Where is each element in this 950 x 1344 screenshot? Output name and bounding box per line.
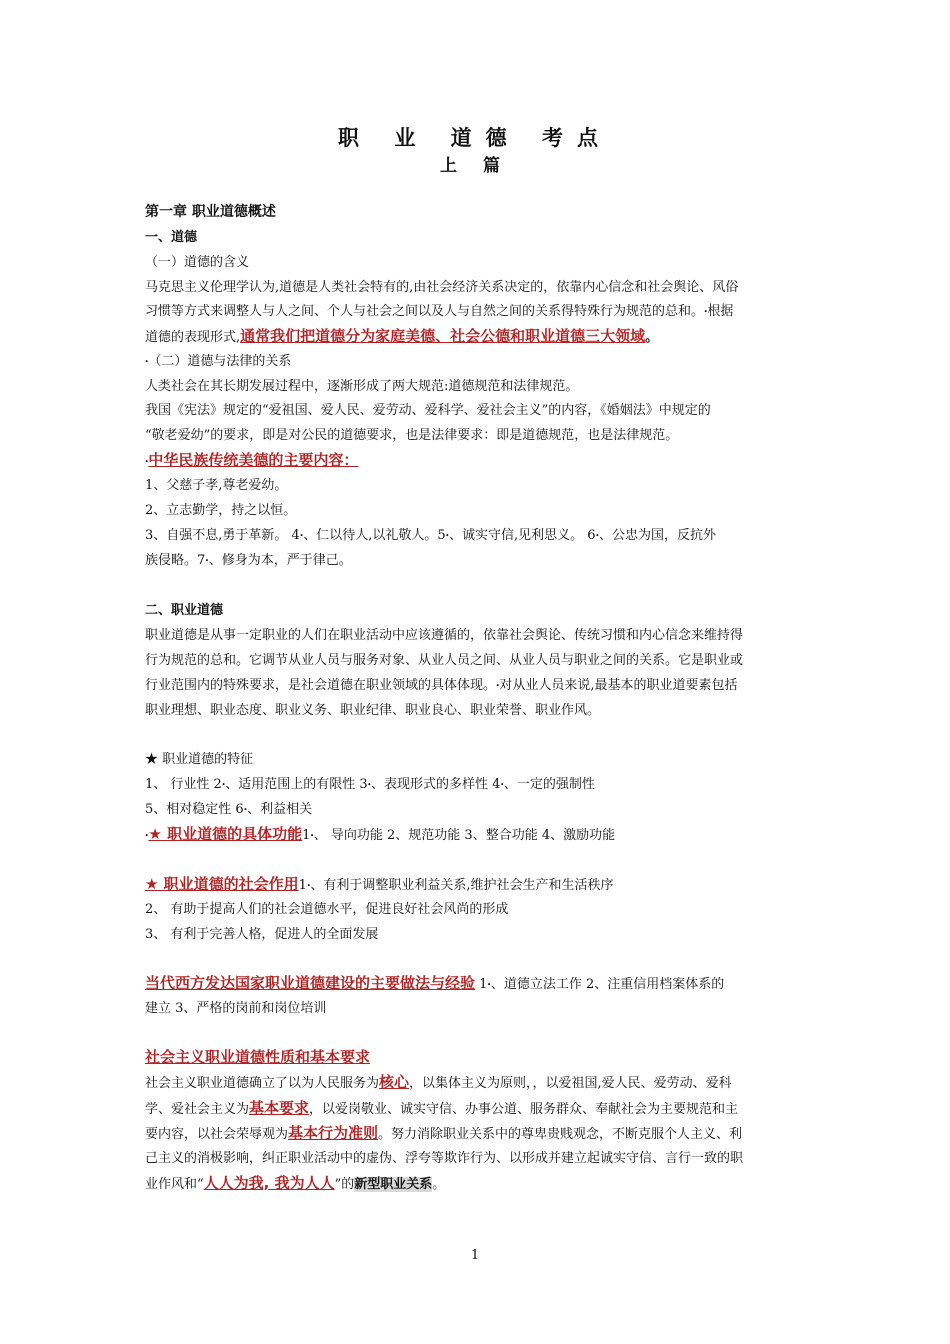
paragraph-line: 马克思主义伦理学认为,道德是人类社会特有的,由社会经济关系决定的，依靠内心信念和社会舆论、风俗 (145, 280, 739, 295)
text-span: 1 (302, 828, 311, 843)
document-subtitle: 上 篇 (440, 156, 510, 176)
highlight-red-text: 当代西方发达国家职业道德建设的主要做法与经验 (145, 974, 476, 992)
bullet-marker-icon: ꞏ (496, 679, 500, 692)
highlight-red-text: 通常我们把道德分为家庭美德、社会公德和职业道德三大领域 (240, 327, 646, 345)
text-span: 1、 行业性 2 (145, 777, 222, 792)
text-span: ，以爱岗敬业、诚实守信、办事公道、服务群众、奉献社会为主要规范和主 (309, 1102, 739, 1117)
list-item: 2、立志勤学，持之以恒。 (145, 503, 297, 518)
highlight-red-text: ★ 职业道德的具体功能 (148, 825, 303, 843)
text-span: 。努力消除职业关系中的尊卑贵贱观念，不断克服个人主义、利 (378, 1127, 743, 1142)
bullet-marker-icon: ꞏ (145, 829, 149, 842)
bullet-marker-icon: ꞏ (595, 529, 599, 542)
bullet-marker-icon: ꞏ (221, 778, 226, 791)
paragraph-line (145, 673, 807, 698)
text-span: （二）道德与法律的关系 (148, 354, 292, 369)
list-item (145, 548, 807, 573)
text-span: 道德的表现形式, (145, 330, 241, 345)
text-span: 根据 (707, 304, 734, 319)
bullet-marker-icon: ꞏ (445, 529, 450, 542)
text-span: 学、爱社会主义为 (145, 1102, 250, 1117)
paragraph-line: 建立 3、严格的岗前和岗位培训 (145, 1001, 327, 1016)
text-span: 、诚实守信,见利思义。 6 (449, 528, 596, 543)
bullet-marker-icon: ꞏ (487, 978, 491, 991)
paragraph-line (145, 1121, 807, 1147)
list-item (145, 797, 807, 822)
text-span: 习惯等方式来调整人与人之间、个人与社会之间以及人与自然之间的关系得特殊行为规范的总和。 (145, 304, 705, 319)
subsection-meaning: （一）道德的含义 (145, 255, 250, 270)
text-span: 、 导向功能 2、规范功能 3、整合功能 4、激励功能 (313, 828, 616, 843)
text-span: ，以集体主义为原则，，以爱祖国,爱人民、爱劳动、爱科 (409, 1076, 732, 1091)
bullet-marker-icon: ꞏ (367, 778, 372, 791)
list-item: 2、 有助于提高人们的社会道德水平，促进良好社会风尚的形成 (145, 902, 509, 917)
list-item: 1、父慈子孝,尊老爱幼。 (145, 478, 288, 493)
section-heading-professional: 二、职业道德 (145, 603, 224, 618)
bullet-marker-icon: ꞏ (205, 554, 209, 567)
text-span: 、表现形式的多样性 4 (371, 777, 501, 792)
page-number: 1 (470, 1248, 480, 1263)
text-span: 、有利于调整职业利益关系,维护社会生产和生活秩序 (310, 878, 614, 893)
bullet-marker-icon: ꞏ (243, 803, 248, 816)
paragraph-line: 我国《宪法》规定的“爱祖国、爱人民、爱劳动、爱科学、爱社会主义”的内容，《婚姻法》中规定的 (145, 403, 711, 418)
paragraph-line (145, 324, 807, 350)
text-span: 、修身为本，严于律己。 (208, 553, 352, 568)
social-role-line (145, 872, 807, 898)
text-span: 。 (645, 330, 659, 345)
text-span: 1 (475, 977, 488, 992)
text-span: 3、自强不息,勇于革新。 4 (145, 528, 300, 543)
text-span: 、利益相关 (247, 802, 313, 817)
highlight-red-text: 核心 (379, 1073, 410, 1091)
paragraph-line: 职业理想、职业态度、职业义务、职业纪律、职业良心、职业荣誉、职业作风。 (145, 703, 601, 718)
bullet-marker-icon: ꞏ (310, 829, 314, 842)
paragraph-line (145, 1171, 807, 1197)
highlight-red-text: 基本要求 (249, 1099, 310, 1117)
text-span: 、公忠为国，反抗外 (598, 528, 716, 543)
feature-heading: ★ 职业道德的特征 (145, 752, 254, 767)
text-span: 行业范围内的特殊要求，是社会道德在职业领域的具体体现。 (145, 678, 497, 693)
text-span: 、一定的强制性 (503, 777, 595, 792)
text-span: 业作风和“ (145, 1177, 204, 1192)
socialist-heading (145, 1045, 807, 1071)
bullet-marker-icon: ꞏ (145, 355, 149, 368)
bullet-marker-icon: ꞏ (704, 305, 708, 318)
text-span: 要内容，以社会荣辱观为 (145, 1127, 289, 1142)
chapter-heading: 第一章 职业道德概述 (145, 204, 276, 220)
subsection-law (145, 349, 807, 374)
highlight-red-text: 中华民族传统美德的主要内容： (148, 451, 359, 469)
text-span: 对从业人员来说,最基本的职业道要素包括 (499, 678, 738, 693)
highlighted-text: 新型职业关系 (354, 1177, 433, 1192)
document-title: 职 业 道德 考点 (338, 126, 612, 150)
highlight-red-text: 人人为我, 我为人人 (203, 1174, 335, 1192)
highlight-red-text: 基本行为准则 (288, 1124, 379, 1142)
list-item (145, 523, 807, 548)
paragraph-line: 己主义的消极影响，纠正职业活动中的虚伪、浮夸等欺诈行为、以形成并建立起诚实守信、言行一致的职 (145, 1151, 744, 1166)
highlight-red-text: 社会主义职业道德性质和基本要求 (145, 1048, 371, 1066)
bullet-marker-icon: ꞏ (500, 778, 504, 791)
text-span: 、适用范围上的有限性 3 (225, 777, 368, 792)
text-span: 1 (298, 878, 307, 893)
text-span: 、道德立法工作 2、注重信用档案体系的 (490, 977, 725, 992)
text-span: 5、相对稳定性 6 (145, 802, 244, 817)
text-span: 族侵略。7 (145, 553, 206, 568)
west-line (145, 971, 807, 997)
paragraph-line: 职业道德是从事一定职业的人们在职业活动中应该遵循的，依靠社会舆论、传统习惯和内心信念来维持得 (145, 628, 744, 643)
paragraph-line (145, 1070, 807, 1096)
paragraph-line (145, 1096, 807, 1122)
text-span: 社会主义职业道德确立了以为人民服务为 (145, 1076, 380, 1091)
highlight-red-text: ★ 职业道德的社会作用 (145, 875, 299, 893)
paragraph-line: 行为规范的总和。它调节从业人员与服务对象、从业人员之间、从业人员与职业之间的关系。它是职业或 (145, 653, 744, 668)
paragraph-line: “敬老爱幼”的要求，即是对公民的道德要求，也是法律要求：即是道德规范，也是法律规范。 (145, 428, 679, 443)
bullet-marker-icon: ꞏ (145, 455, 149, 468)
list-item: 3、 有利于完善人格，促进人的全面发展 (145, 927, 379, 942)
bullet-marker-icon: ꞏ (299, 529, 304, 542)
virtue-heading (145, 448, 807, 474)
paragraph-line (145, 299, 807, 324)
text-span: 。 (432, 1177, 446, 1192)
function-line (145, 822, 807, 848)
bullet-marker-icon: ꞏ (306, 879, 311, 892)
list-item (145, 772, 807, 797)
paragraph-line: 人类社会在其长期发展过程中，逐渐形成了两大规范:道德规范和法律规范。 (145, 379, 579, 394)
text-span: 、仁以待人,以礼敬人。5 (303, 528, 446, 543)
section-heading-morality: 一、道德 (145, 230, 198, 245)
text-span: ”的 (334, 1177, 355, 1192)
